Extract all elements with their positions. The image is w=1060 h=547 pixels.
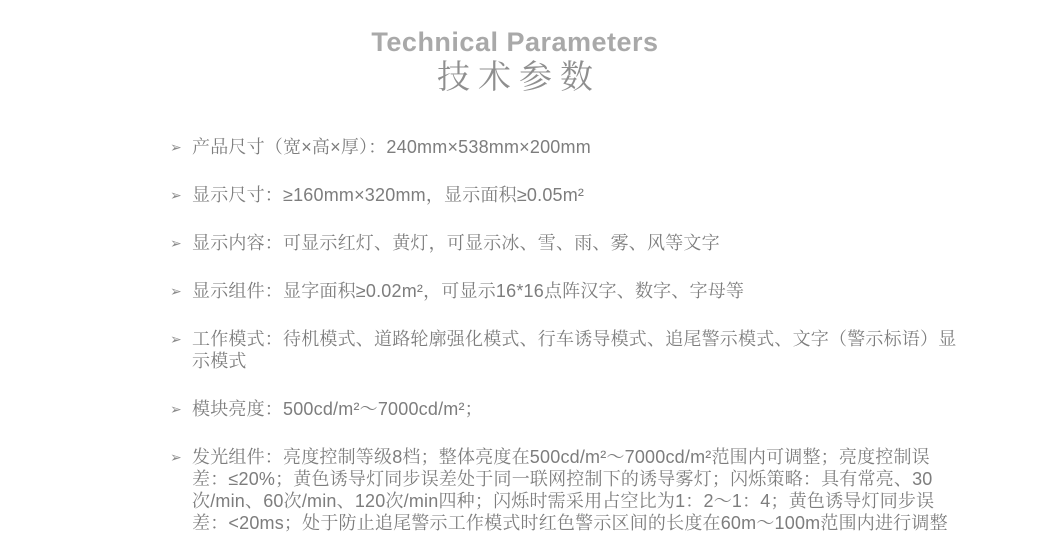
spec-item-display-size bbox=[170, 184, 964, 206]
spec-item-text: 模块亮度：500cd/m²～7000cd/m²； bbox=[192, 399, 483, 419]
spec-item-lighting-module bbox=[170, 446, 964, 534]
spec-item-text: 工作模式：待机模式、道路轮廓强化模式、行车诱导模式、追尾警示模式、文字（警示标语）显示模式 bbox=[192, 329, 957, 371]
arrow-bullet-icon: ➢ bbox=[170, 235, 182, 251]
spec-item-display-module bbox=[170, 280, 964, 302]
title-english: Technical Parameters bbox=[371, 27, 659, 57]
arrow-bullet-icon: ➢ bbox=[170, 401, 182, 417]
arrow-bullet-icon: ➢ bbox=[170, 139, 182, 155]
title-chinese: 技术参数 bbox=[437, 58, 601, 95]
spec-list bbox=[170, 136, 964, 534]
spec-item-display-content bbox=[170, 232, 964, 254]
spec-item-work-modes bbox=[170, 328, 964, 372]
spec-item-text: 显示组件：显字面积≥0.02m²，可显示16*16点阵汉字、数字、字母等 bbox=[192, 281, 745, 301]
spec-item-module-brightness bbox=[170, 398, 964, 420]
spec-item-text: 显示尺寸：≥160mm×320mm，显示面积≥0.05m² bbox=[192, 185, 585, 205]
arrow-bullet-icon: ➢ bbox=[170, 331, 182, 347]
spec-item-text: 发光组件：亮度控制等级8档；整体亮度在500cd/m²～7000cd/m²范围内可调整；亮度控制误差：≤20%；黄色诱导灯同步误差处于同一联网控制下的诱导雾灯；闪烁策略：具有常亮、30次/min、60次/min、120次/min四种；闪烁时需采用占空比为1：2～1：4；黄色诱导灯同步误差：<20ms；处于防止追尾警示工作模式时红色警示区间的长度在60m～100m范围内进行调整 bbox=[192, 447, 948, 533]
arrow-bullet-icon: ➢ bbox=[170, 283, 182, 299]
arrow-bullet-icon: ➢ bbox=[170, 449, 182, 465]
arrow-bullet-icon: ➢ bbox=[170, 187, 182, 203]
spec-item-text: 产品尺寸（宽×高×厚）：240mm×538mm×200mm bbox=[192, 137, 591, 157]
spec-item-text: 显示内容：可显示红灯、黄灯，可显示冰、雪、雨、雾、风等文字 bbox=[192, 233, 720, 253]
page-header bbox=[0, 0, 1030, 96]
spec-item-product-size bbox=[170, 136, 964, 158]
